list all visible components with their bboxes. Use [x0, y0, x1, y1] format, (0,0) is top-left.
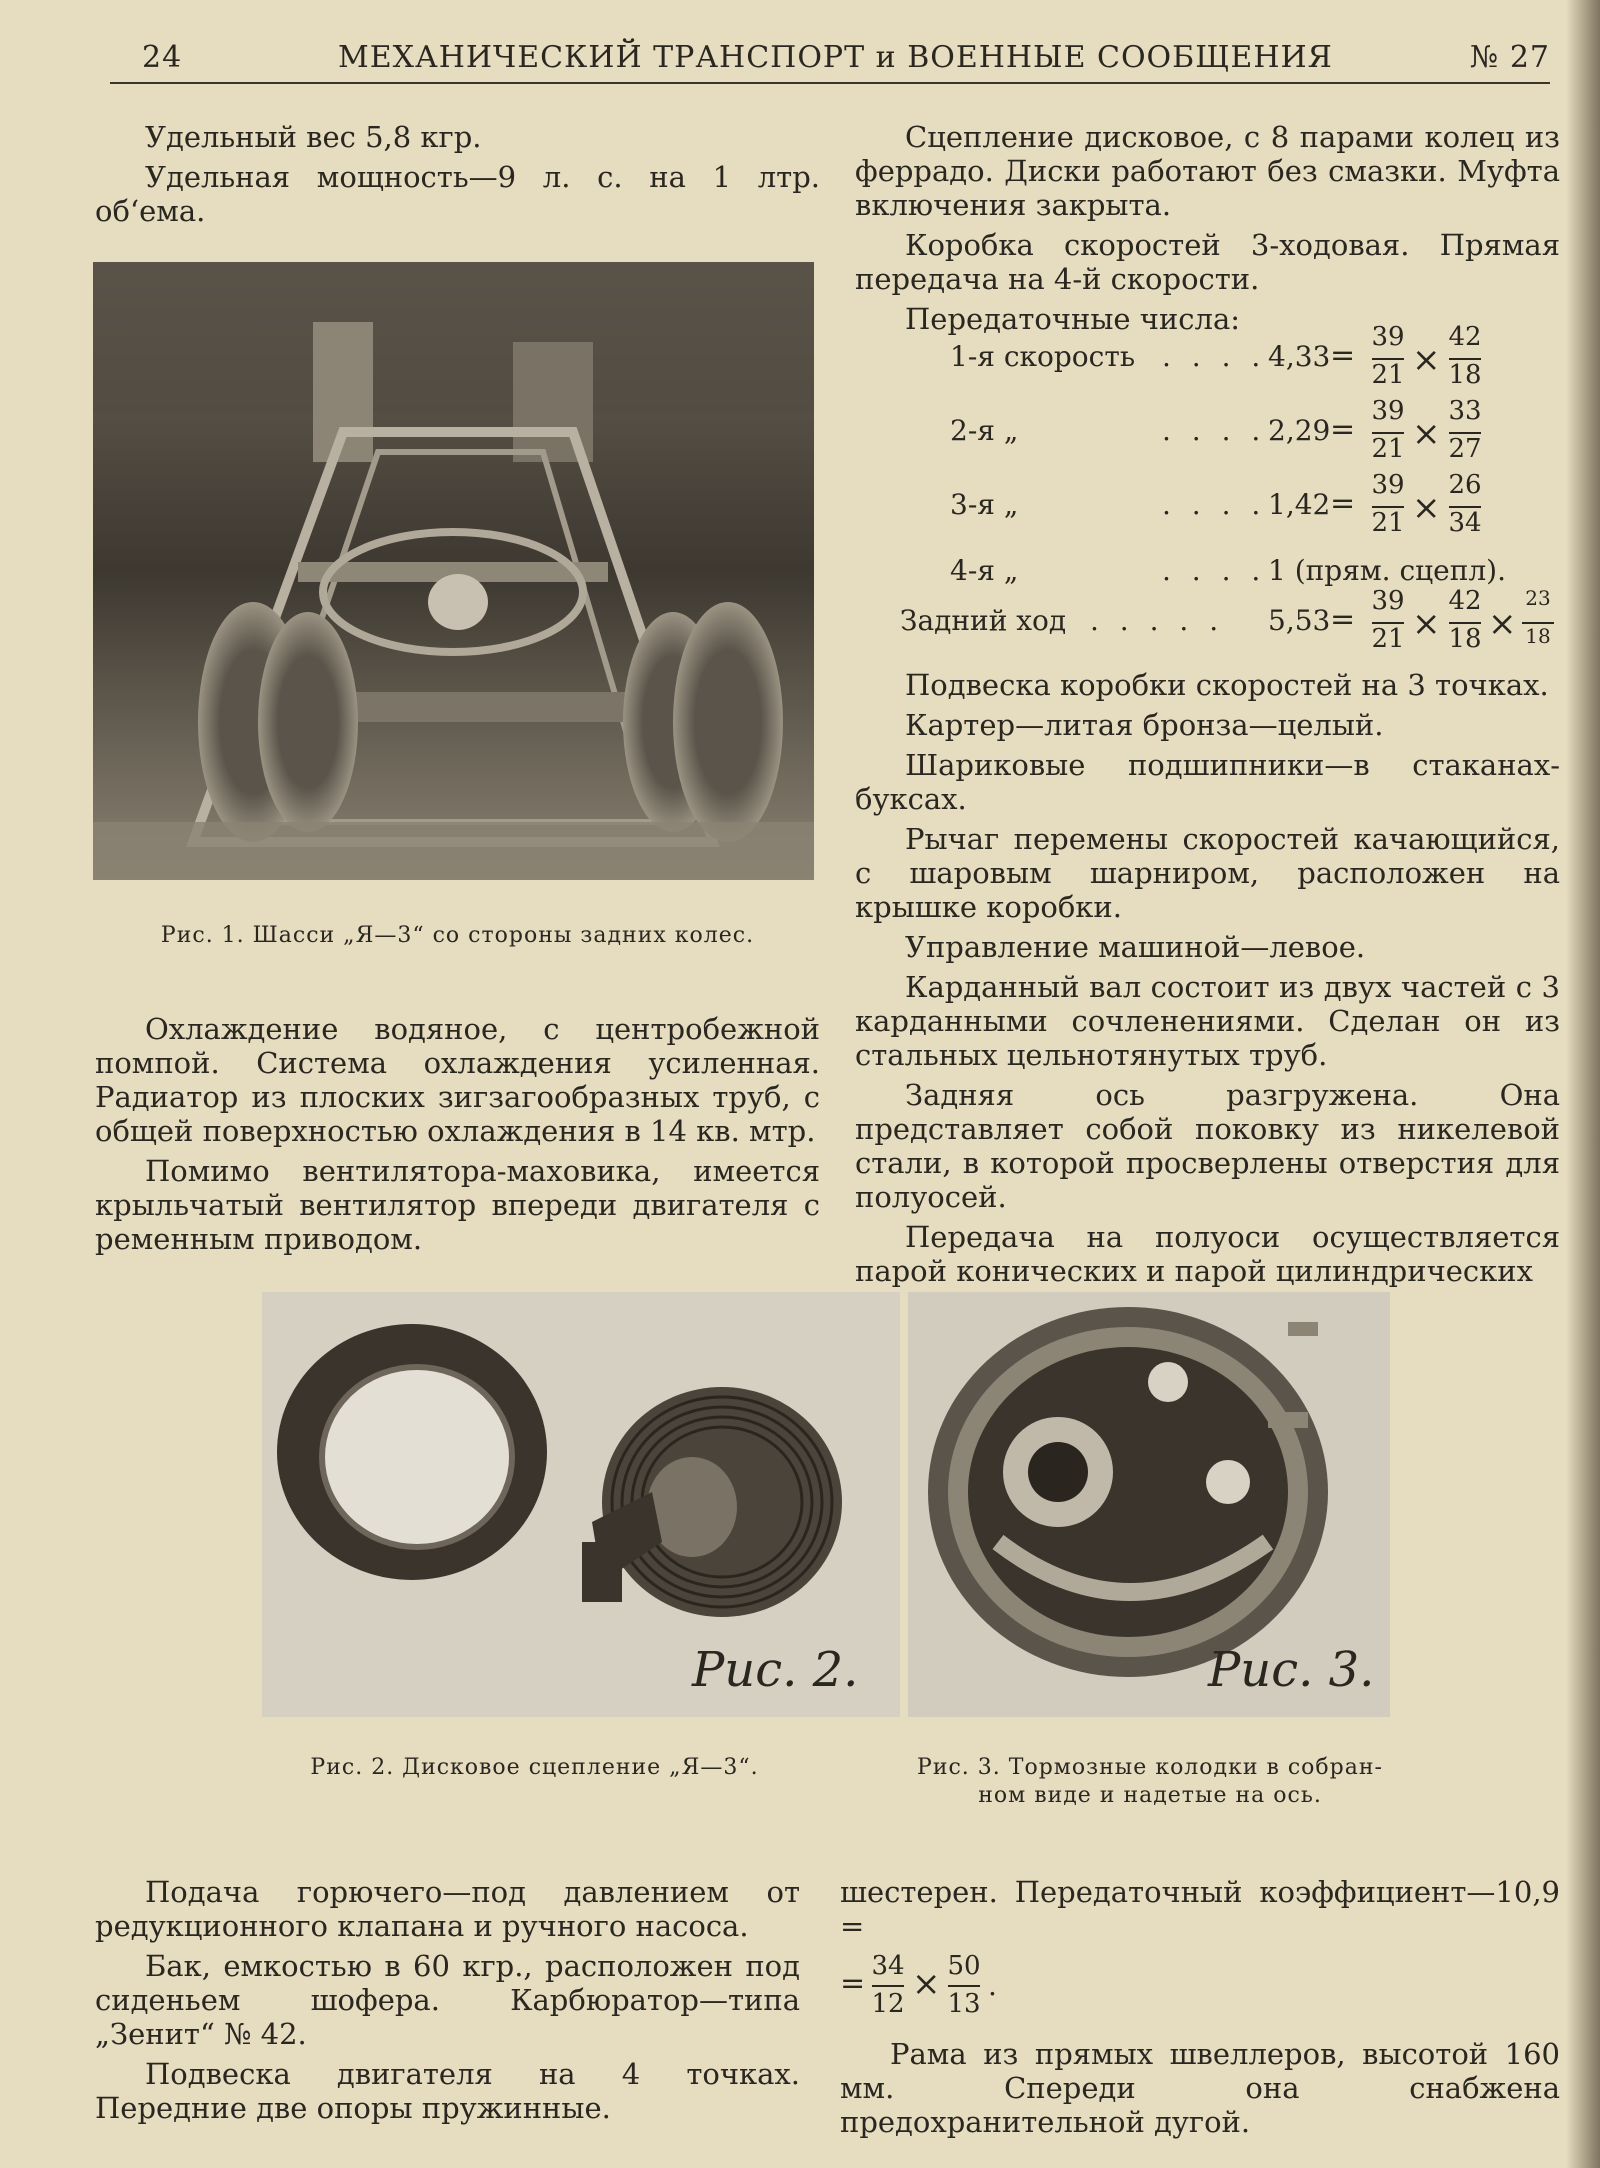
- figure-3-photo: [908, 1292, 1390, 1717]
- left-bottom-text: [95, 1875, 800, 2131]
- gear-label: 3-я „: [950, 488, 1019, 521]
- paragraph: Подвеска коробки скоростей на 3 точках.: [905, 668, 1549, 702]
- paragraph: Сцепление дисковое, с 8 парами колец из феррадо. Диски работают без смазки. Муфта включения закрыта.: [855, 120, 1560, 222]
- times-sign: ×: [1488, 604, 1517, 644]
- leader-dots: . . . . .: [1090, 604, 1225, 637]
- times-sign: ×: [912, 1964, 941, 2004]
- paragraph: Бак, емкостью в 60 кгр., расположен под сиденьем шофера. Карбюратор—типа „Зенит“ № 42.: [95, 1949, 800, 2051]
- left-top-text: [95, 120, 820, 234]
- paragraph: Задняя ось разгружена. Она представляет собой поковку из никелевой стали, в которой просверлены отверстия для полуосей.: [855, 1078, 1560, 1214]
- times-sign: ×: [1412, 414, 1441, 454]
- caption-line: Рис. 3. Тормозные колодки в собран-: [917, 1755, 1383, 1780]
- times-sign: ×: [1412, 488, 1441, 528]
- numerator: 39: [1371, 322, 1405, 352]
- denominator: 18: [1448, 360, 1482, 390]
- paragraph: Управление машиной—левое.: [905, 930, 1366, 964]
- numerator: 42: [1448, 322, 1482, 352]
- gear-row-2: [900, 396, 1560, 468]
- figure-2-photo: [262, 1292, 900, 1717]
- leader-dots: . . . .: [1162, 340, 1267, 373]
- gear-ratio: 2,29: [1268, 414, 1331, 447]
- times-sign: ×: [1412, 340, 1441, 380]
- paragraph: Рычаг перемены скоростей качающийся, с шаровым шарниром, расположен на крышке коробки.: [855, 822, 1560, 924]
- denominator: 21: [1371, 434, 1405, 464]
- denominator: 21: [1371, 624, 1405, 654]
- page-number: 24: [142, 40, 183, 75]
- numerator: 42: [1448, 586, 1482, 616]
- left-middle-text: [95, 1012, 820, 1262]
- denominator: 21: [1371, 360, 1405, 390]
- paragraph: Передача на полуоси осуществляется парой конических и парой цилиндрических: [855, 1220, 1560, 1288]
- right-top-text: [855, 120, 1560, 342]
- paragraph: шестерен. Передаточный коэффициент—10,9 =: [840, 1875, 1560, 1943]
- paragraph: Охлаждение водяное, с центробежной помпой. Система охлаждения усиленная. Радиатор из плоских зигзагообразных труб, с общей поверхностью охлаждения в 14 кв. мтр.: [95, 1012, 820, 1148]
- figure-1-caption: Рис. 1. Шасси „Я—3“ со стороны задних колес.: [160, 923, 755, 948]
- gear-ratio: 5,53: [1268, 604, 1331, 637]
- paragraph: Удельный вес 5,8 кгр.: [145, 120, 482, 154]
- figure-2-handwritten-label: Рис. 2.: [692, 1642, 859, 1698]
- gear-label: Задний ход: [900, 604, 1067, 637]
- leader-dots: . . . .: [1162, 488, 1267, 521]
- paragraph: Шариковые подшипники—в стаканах-буксах.: [855, 748, 1560, 816]
- denominator: 18: [1525, 624, 1551, 648]
- numerator: 39: [1371, 396, 1405, 426]
- paragraph: Рама из прямых швеллеров, высотой 160 мм. Спереди она снабжена предохранительной дугой.: [840, 2037, 1560, 2139]
- numerator: 33: [1448, 396, 1482, 426]
- figure-3-caption: [880, 1754, 1420, 1810]
- equals-sign: =: [840, 1966, 866, 2001]
- numerator: 34: [871, 1951, 905, 1981]
- gear-label: 1-я скорость: [950, 340, 1136, 373]
- issue-number: № 27: [1469, 40, 1550, 75]
- paragraph: Картер—литая бронза—целый.: [905, 708, 1384, 742]
- denominator: 12: [871, 1989, 905, 2019]
- ratio-formula: [840, 1949, 1560, 2023]
- leader-dots: . . . .: [1162, 414, 1267, 447]
- journal-title: МЕХАНИЧЕСКИЙ ТРАНСПОРТ и ВОЕННЫЕ СООБЩЕНИЯ: [338, 40, 1333, 75]
- gear-ratio: 1,42: [1268, 488, 1331, 521]
- paragraph: Карданный вал состоит из двух частей с 3 карданными сочленениями. Сделан он из стальных цельнотянутых труб.: [855, 970, 1560, 1072]
- paragraph: Коробка скоростей 3-ходовая. Прямая передача на 4-й скорости.: [855, 228, 1560, 296]
- paragraph: Передаточные числа:: [905, 302, 1241, 336]
- numerator: 39: [1371, 470, 1405, 500]
- equals-sign: =: [1330, 412, 1356, 447]
- paragraph: Подвеска двигателя на 4 точках. Передние две опоры пружинные.: [95, 2057, 800, 2125]
- gear-ratio: 1 (прям. сцепл).: [1268, 554, 1506, 587]
- paragraph: Удельная мощность—9 л. с. на 1 лтр. об‘ема.: [95, 160, 820, 228]
- equals-sign: =: [1330, 338, 1356, 373]
- figure-1-photo: [93, 262, 814, 880]
- denominator: 27: [1448, 434, 1482, 464]
- denominator: 13: [947, 1989, 981, 2019]
- gear-label: 2-я „: [950, 414, 1019, 447]
- times-sign: ×: [1412, 604, 1441, 644]
- paragraph: Помимо вентилятора-маховика, имеется крыльчатый вентилятор впереди двигателя с ременным приводом.: [95, 1154, 820, 1256]
- denominator: 34: [1448, 508, 1482, 538]
- numerator: 39: [1371, 586, 1405, 616]
- gear-row-reverse: [900, 586, 1560, 658]
- gear-ratio: 4,33: [1268, 340, 1331, 373]
- right-middle-text: [855, 668, 1560, 1294]
- figure-3-handwritten-label: Рис. 3.: [1208, 1642, 1375, 1698]
- leader-dots: . . . .: [1162, 554, 1267, 587]
- denominator: 18: [1448, 624, 1482, 654]
- figure-2-caption: Рис. 2. Дисковое сцепление „Я—3“.: [310, 1755, 759, 1780]
- equals-sign: =: [1330, 602, 1356, 637]
- numerator: 26: [1448, 470, 1482, 500]
- caption-line: ном виде и надетые на ось.: [978, 1783, 1322, 1808]
- numerator: 23: [1525, 586, 1551, 610]
- gear-row-1: [900, 322, 1560, 394]
- gear-row-4: [900, 536, 1560, 586]
- right-bottom-text: [840, 1875, 1560, 2145]
- paragraph: Подача горючего—под давлением от редукционного клапана и ручного насоса.: [95, 1875, 800, 1943]
- gear-row-3: [900, 470, 1560, 542]
- gear-label: 4-я „: [950, 554, 1019, 587]
- numerator: 50: [947, 1951, 981, 1981]
- running-header: [110, 40, 1550, 82]
- equals-sign: =: [1330, 486, 1356, 521]
- denominator: 21: [1371, 508, 1405, 538]
- page-edge-shadow: [1566, 0, 1600, 2168]
- header-rule: [110, 82, 1550, 84]
- period: .: [988, 1969, 997, 2002]
